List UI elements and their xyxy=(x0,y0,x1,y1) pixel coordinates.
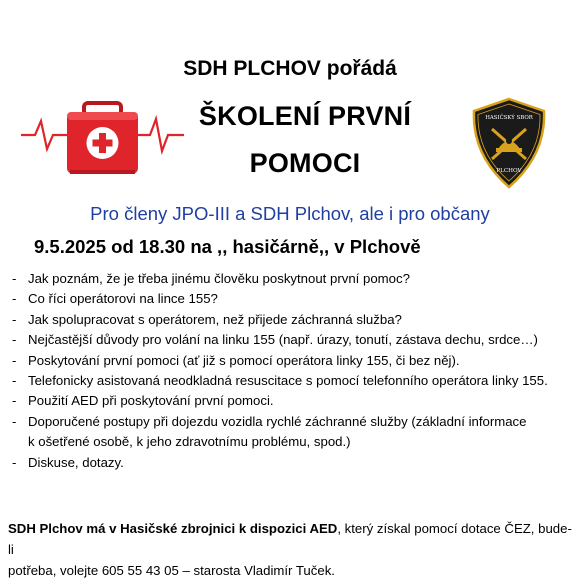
title-line-1: ŠKOLENÍ PRVNÍ xyxy=(198,101,412,131)
first-aid-kit-icon xyxy=(21,97,184,189)
list-item: - Diskuse, dotazy. xyxy=(10,453,575,473)
footer-contact: potřeba, volejte 605 55 43 05 – starosta Vladimír Tuček. xyxy=(8,563,335,578)
footer-text: , který získal pomocí dotace ČEZ, bude-li xyxy=(8,521,572,557)
badge-bottom-text: PLCHOV xyxy=(496,168,522,174)
list-item: - Použití AED při poskytování první pomoci. xyxy=(10,391,575,411)
organizer-heading: SDH PLCHOV pořádá xyxy=(183,57,397,80)
list-item-text: Doporučené postupy při dojezdu vozidla rychlé záchranné služby (základní informace xyxy=(28,413,527,429)
footer-note xyxy=(8,518,573,581)
list-item-continuation: k ošetřené osobě, k jeho zdravotnímu problému, spod.) xyxy=(28,434,351,450)
list-item: - Co říci operátorovi na lince 155? xyxy=(10,289,575,309)
list-item: - Poskytování první pomoci (ať již s pomocí operátora linky 155, či bez něj). xyxy=(10,351,575,371)
topics-list xyxy=(10,269,575,473)
list-item: - Nejčastější důvody pro volání na linku 155 (např. úrazy, tonutí, zástava dechu, srdce…) xyxy=(10,330,575,350)
event-date-location: 9.5.2025 od 18.30 na ,, hasičárně,, v Plchově xyxy=(34,236,421,257)
footer-bold-text: SDH Plchov má v Hasičské zbrojnici k dispozici AED xyxy=(8,521,338,536)
fire-brigade-badge-icon xyxy=(470,97,548,189)
badge-top-text: HASIČSKÝ SBOR xyxy=(485,115,533,121)
list-item: - Jak poznám, že je třeba jinému člověku poskytnout první pomoc? xyxy=(10,269,575,289)
list-item: - Telefonicky asistovaná neodkladná resuscitace s pomocí telefonního operátora linky 155. xyxy=(10,371,575,391)
title-line-2: POMOCI xyxy=(249,148,361,178)
audience-subtitle: Pro členy JPO-III a SDH Plchov, ale i pro občany xyxy=(90,203,490,224)
list-item xyxy=(10,412,575,453)
list-item: - Jak spolupracovat s operátorem, než přijede záchranná služba? xyxy=(10,310,575,330)
